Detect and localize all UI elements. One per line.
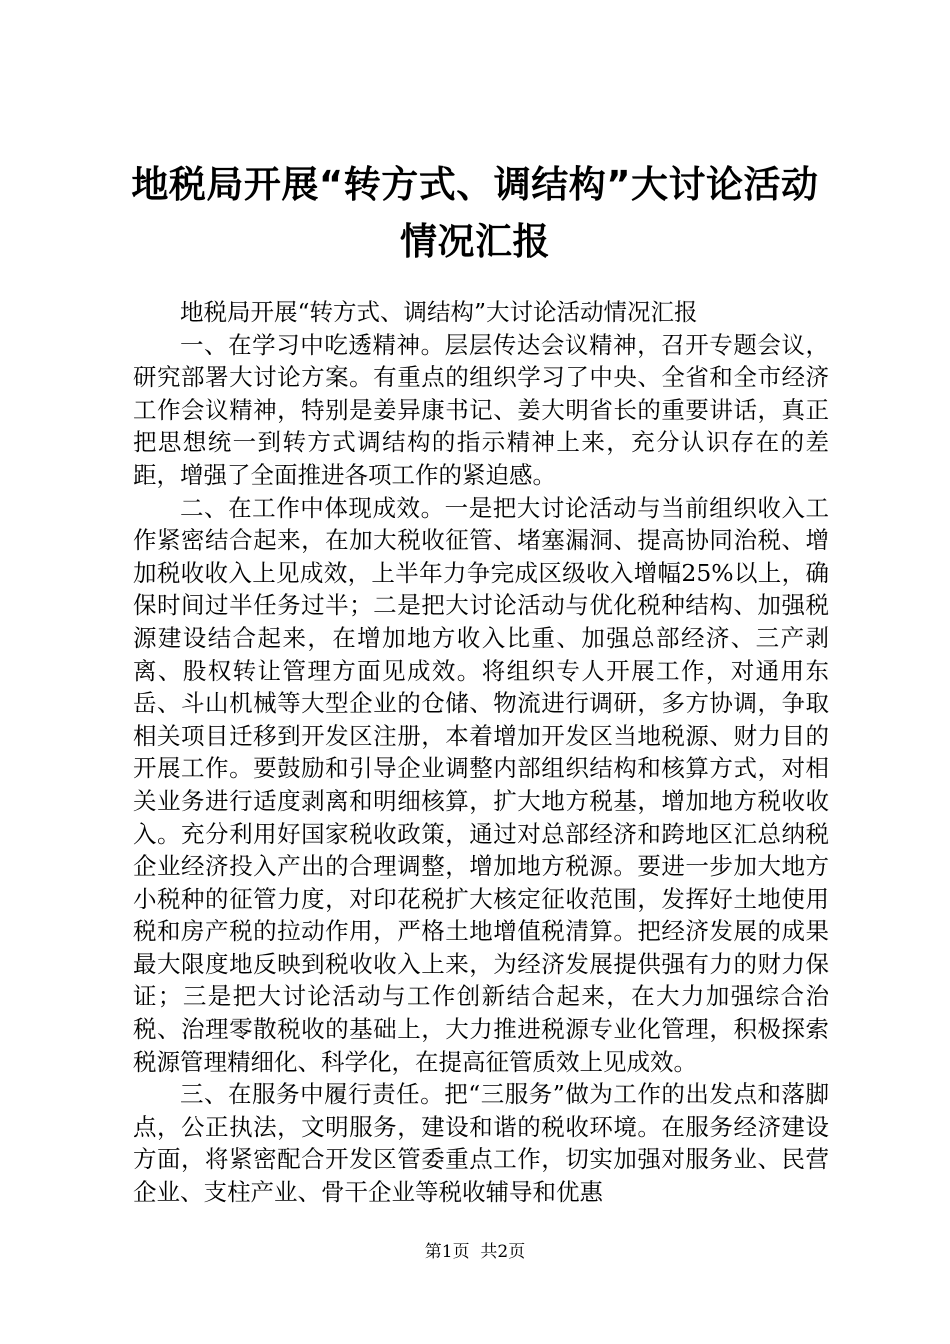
paragraph-section-2: 二、在工作中体现成效。一是把大讨论活动与当前组织收入工作紧密结合起来，在加大税收征管、堵塞漏洞、提高协同治税、增加税收收入上见成效，上半年力争完成区级收入增幅25%以上，确保时间过半任务过半；二是把大讨论活动与优化税种结构、加强税源建设结合起来，在增加地方收入比重、加强总部经济、三产剥离、股权转让管理方面见成效。将组织专人开展工作，对通用东岳、斗山机械等大型企业的仓储、物流进行调研，多方协调，争取相关项目迁移到开发区注册，本着增加开发区当地税源、财力目的开展工作。要鼓励和引导企业调整内部组织结构和核算方式，对相关业务进行适度剥离和明细核算，扩大地方税基，增加地方税收收入。充分利用好国家税收政策，通过对总部经济和跨地区汇总纳税企业经济投入产出的合理调整，增加地方税源。要进一步加大地方小税种的征管力度，对印花税扩大核定征收范围，发挥好土地使用税和房产税的拉动作用，严格土地增值税清算。把经济发展的成果最大限度地反映到税收收入上来，为经济发展提供强有力的财力保证；三是把大讨论活动与工作创新结合起来，在大力加强综合治税、治理零散税收的基础上，大力推进税源专业化管理，积极探索税源管理精细化、科学化，在提高征管质效上见成效。 (133, 493, 829, 1076)
document-body (133, 296, 829, 1209)
paragraph-section-1: 一、在学习中吃透精神。层层传达会议精神，召开专题会议，研究部署大讨论方案。有重点的组织学习了中央、全省和全市经济工作会议精神，特别是姜异康书记、姜大明省长的重要讲话，真正把思想统一到转方式调结构的指示精神上来，充分认识存在的差距，增强了全面推进各项工作的紧迫感。 (133, 330, 829, 489)
paragraph-subtitle: 地税局开展“转方式、调结构”大讨论活动情况汇报 (180, 298, 698, 326)
page-footer (0, 1241, 950, 1263)
page-number: 第1页 (424, 1242, 470, 1262)
paragraph-section-3: 三、在服务中履行责任。把“三服务”做为工作的出发点和落脚点，公正执法，文明服务，建设和谐的税收环境。在服务经济建设方面，将紧密配合开发区管委重点工作，切实加强对服务业、民营企业、支柱产业、骨干企业等税收辅导和优惠 (133, 1080, 829, 1207)
page-total: 共2页 (480, 1242, 526, 1262)
document-title: 地税局开展“转方式、调结构”大讨论活动情况汇报 (131, 163, 819, 263)
